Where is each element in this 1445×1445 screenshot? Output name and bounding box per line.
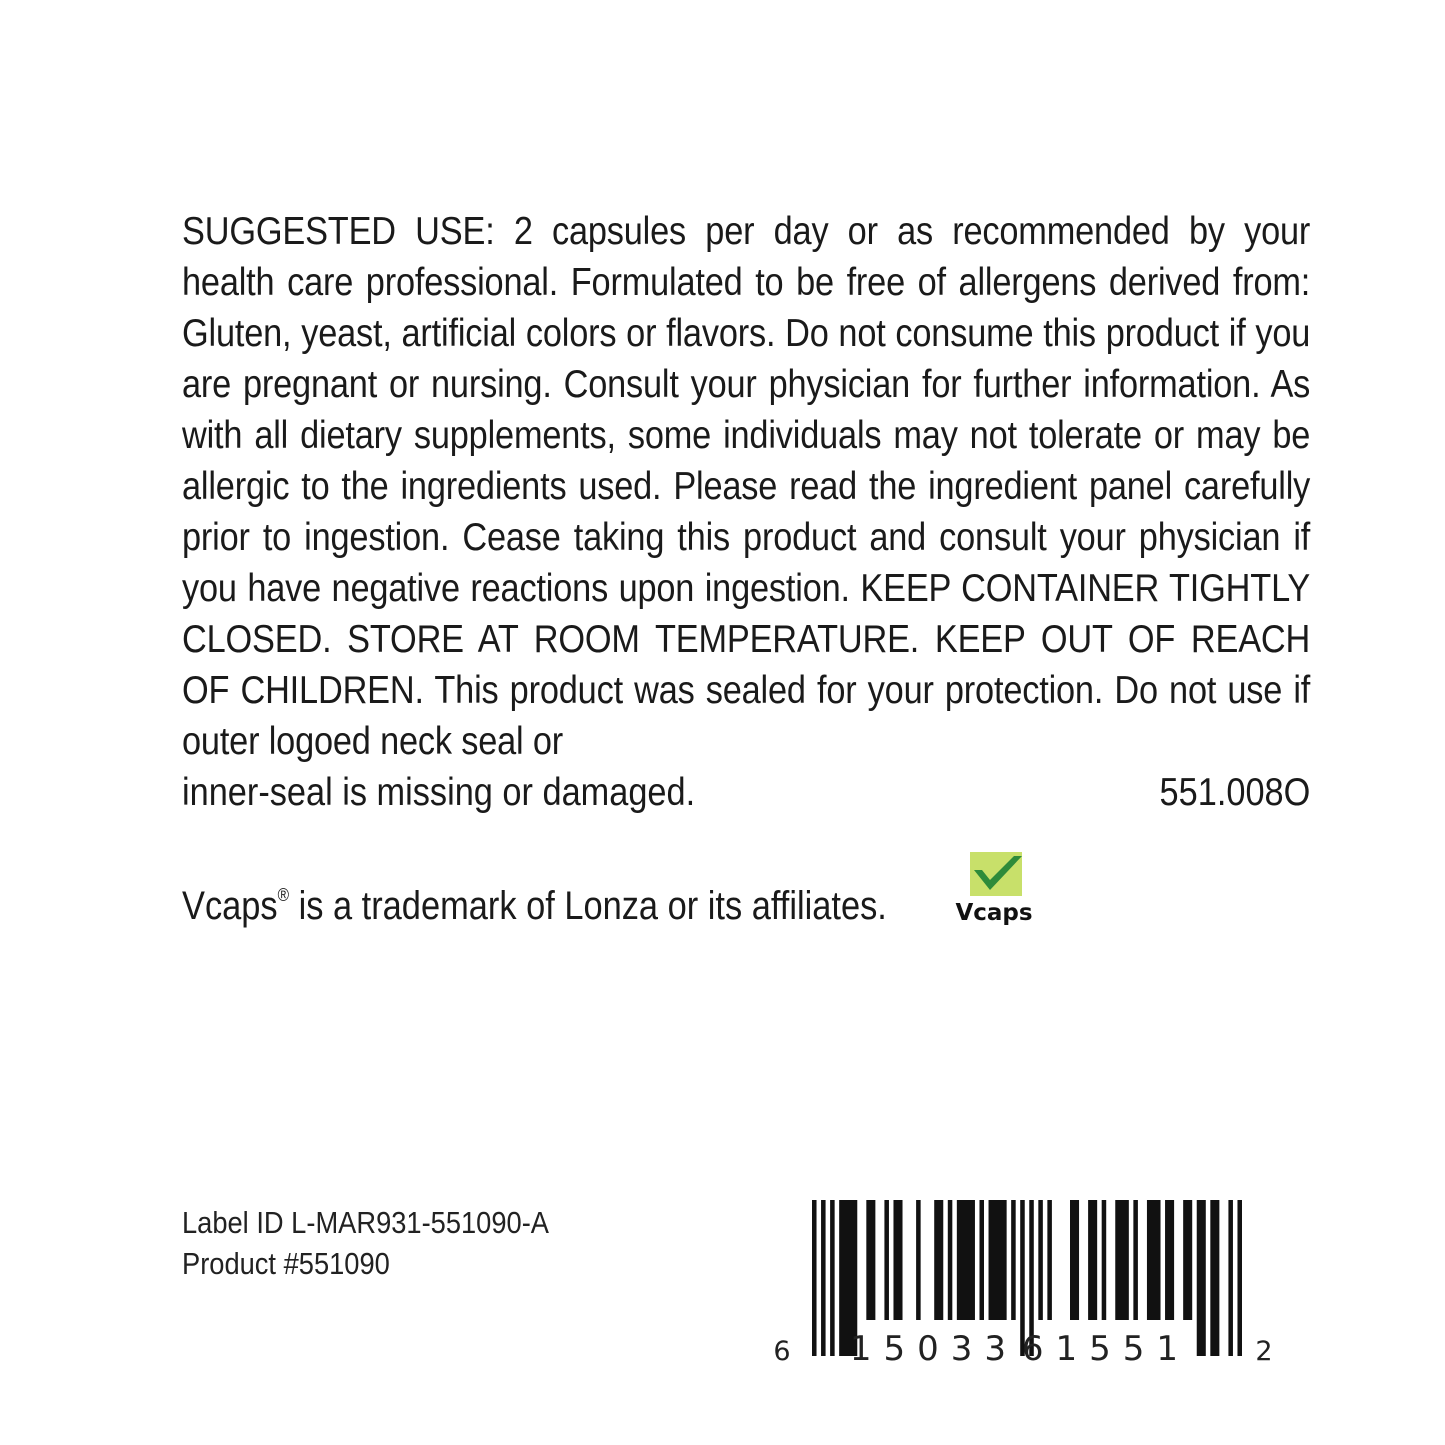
barcode-bar (916, 1200, 921, 1320)
barcode-left-digits: 15033 (849, 1329, 1019, 1369)
barcode-bar (1210, 1200, 1219, 1356)
vcaps-logo-text: Vcaps (955, 900, 1033, 926)
barcode-bar (1047, 1200, 1052, 1320)
barcode-bar (948, 1200, 953, 1320)
barcode-check-digit: 2 (1255, 1336, 1273, 1367)
barcode-bar (1237, 1200, 1242, 1356)
suggested-use-section (182, 206, 1310, 818)
barcode-bar (1011, 1200, 1016, 1320)
barcode-first-digit: 6 (773, 1336, 791, 1367)
upc-barcode (772, 1196, 1282, 1376)
barcode-bar (979, 1200, 984, 1320)
suggested-use-closing-text: inner-seal is missing or damaged. (182, 771, 696, 814)
label-info (182, 1202, 599, 1284)
barcode-bar (884, 1200, 889, 1320)
barcode-bar (1102, 1200, 1107, 1320)
barcode-bar (1147, 1200, 1161, 1320)
barcode-right-digits: 61551 (1021, 1329, 1191, 1369)
barcode-bar (830, 1200, 835, 1356)
barcode-bar (1115, 1200, 1129, 1320)
barcode-bar (1038, 1200, 1043, 1320)
suggested-use-text: SUGGESTED USE: 2 capsules per day or as recommended by your health care professional. Formulated to be free of allergens derived from: Gluten, yeast, artificial colors or flavors. Do not consume this product if you are pregnant or nursing. Consult your physician for further information. As with all dietary supplements, some individuals may not tolerate or may be allergic to the ingredients used. Please read the ingredient panel carefully prior to ingestion. Cease taking this product and consult your physician if you have negative reactions upon ingestion. KEEP CONTAINER TIGHTLY CLOSED. STORE AT ROOM TEMPERATURE. KEEP OUT OF REACH OF CHILDREN. This product was sealed for your protection. Do not use if outer logoed neck seal or (182, 210, 1311, 763)
barcode-bar (893, 1200, 902, 1320)
trademark-brand: Vcaps (182, 884, 278, 928)
barcode-bar (1070, 1200, 1079, 1320)
barcode-bar (1165, 1200, 1174, 1320)
barcode-bar (957, 1200, 975, 1320)
barcode-bar (1228, 1200, 1233, 1356)
barcode-bar (989, 1200, 1007, 1320)
trademark-notice (182, 850, 1082, 940)
barcode-bar (812, 1200, 817, 1356)
formula-code: 551.008O (1159, 771, 1310, 814)
vcaps-logo (938, 850, 1050, 930)
trademark-statement: is a trademark of Lonza or its affiliates. (289, 884, 887, 928)
label-id: Label ID L-MAR931-551090-A (182, 1205, 549, 1240)
registered-mark: ® (277, 885, 290, 905)
barcode-bar (934, 1200, 943, 1320)
product-number: Product #551090 (182, 1246, 390, 1281)
barcode-bar (1133, 1200, 1138, 1320)
barcode-bar (1088, 1200, 1097, 1320)
barcode-bar (821, 1200, 826, 1356)
barcode-bar (866, 1200, 875, 1320)
barcode-bar (1183, 1200, 1192, 1320)
suggested-use-last-line (182, 767, 1310, 818)
barcode-bar (1197, 1200, 1206, 1356)
trademark-text (182, 872, 887, 929)
